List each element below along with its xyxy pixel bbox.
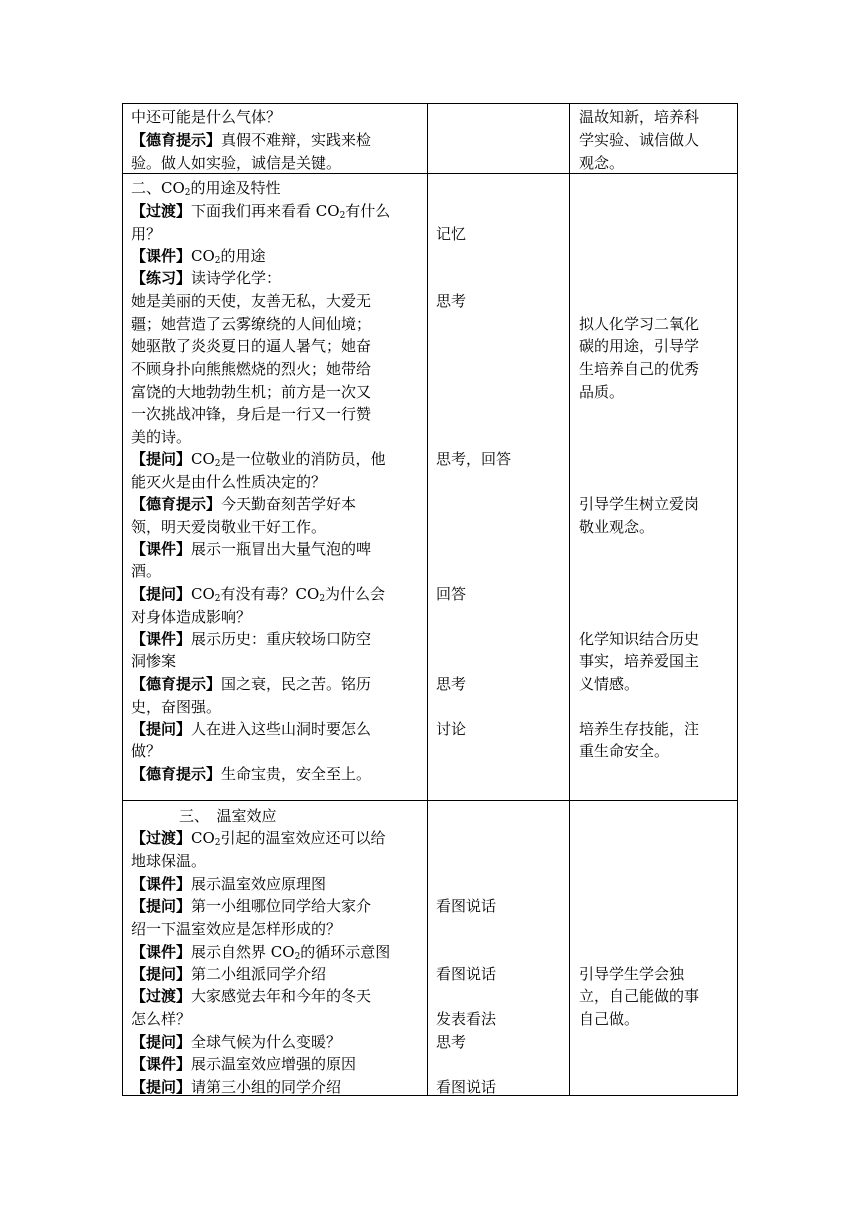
bold-tag: 【课件】 — [131, 247, 192, 265]
line-text: 美的诗。 — [131, 428, 192, 446]
line-text: 今天勤奋刻苦学好本 — [221, 495, 357, 513]
text-line — [436, 718, 466, 740]
line-text: 看图说话 — [436, 1078, 497, 1096]
text-line — [131, 650, 176, 672]
text-line — [131, 448, 386, 470]
text-line — [579, 313, 699, 335]
subscript: 2 — [214, 594, 221, 604]
text-line — [131, 129, 371, 151]
subscript: 2 — [184, 188, 191, 198]
text-line — [131, 985, 371, 1007]
text-line — [131, 152, 341, 174]
line-text: 义情感。 — [579, 675, 640, 693]
text-line — [179, 805, 277, 827]
line-text: 碳的用途，引导学 — [579, 337, 700, 355]
bold-tag: 【德育提示】 — [131, 675, 222, 693]
text-line — [131, 628, 371, 650]
text-line — [131, 1076, 341, 1098]
line-text: 发表看法 — [436, 1010, 497, 1028]
bold-tag: 【课件】 — [131, 1055, 192, 1073]
bold-tag: 【提问】 — [131, 720, 192, 738]
text-line — [579, 129, 699, 151]
bold-tag: 【德育提示】 — [131, 131, 222, 149]
text-line — [131, 918, 341, 940]
line-text: 引导学生学会独 — [579, 965, 685, 983]
text-line — [131, 696, 221, 718]
text-line — [131, 245, 266, 267]
line-text: 她是美丽的天使，友善无私，大爱无 — [131, 292, 372, 310]
text-line — [131, 223, 161, 245]
line-text: 她驱散了炎炎夏日的逼人暑气；她奋 — [131, 337, 372, 355]
bold-tag: 【提问】 — [131, 965, 192, 983]
text-line — [579, 516, 654, 538]
text-line — [436, 1031, 466, 1053]
line-text: 不顾身扑向熊熊燃烧的烈火；她带给 — [131, 360, 372, 378]
bold-tag: 【德育提示】 — [131, 495, 222, 513]
text-line — [131, 381, 371, 403]
line-text: 第一小组哪位同学给大家介 — [191, 897, 372, 915]
text-line — [436, 673, 466, 695]
text-line — [436, 1076, 496, 1098]
text-line — [131, 426, 191, 448]
text-line — [131, 740, 161, 762]
text-line — [131, 516, 326, 538]
line-text: 一次挑战冲锋，身后是一行又一行赞 — [131, 405, 372, 423]
line-text: 国之衰，民之苦。铭历 — [221, 675, 372, 693]
line-text: 人在进入这些山洞时要怎么 — [191, 720, 372, 738]
text-line — [579, 152, 624, 174]
subscript: 2 — [214, 256, 221, 266]
line-text: 的循环示意图 — [300, 943, 391, 961]
text-line — [579, 493, 699, 515]
line-text: 全球气候为什么变暖？ — [191, 1033, 342, 1051]
text-line — [579, 718, 699, 740]
line-text: 大家感觉去年和今年的冬天 — [191, 987, 372, 1005]
line-text: 拟人化学习二氧化 — [579, 315, 700, 333]
line-text: 展示温室效应原理图 — [191, 875, 327, 893]
line-text: 思考 — [436, 292, 467, 310]
line-text: 重生命安全。 — [579, 742, 670, 760]
text-line — [436, 1008, 496, 1030]
text-line — [131, 267, 281, 289]
line-text: 中还可能是什么气体？ — [131, 108, 282, 126]
line-text: 绍一下温室效应是怎样形成的？ — [131, 920, 342, 938]
line-text: 酒。 — [131, 562, 162, 580]
line-text: 怎么样？ — [131, 1010, 192, 1028]
line-text: 观念。 — [579, 154, 625, 172]
line-text: 是一位敬业的消防员，他 — [220, 450, 386, 468]
bold-tag: 【提问】 — [131, 585, 192, 603]
line-text: 用？ — [131, 225, 162, 243]
text-line — [131, 313, 371, 335]
line-text: 下面我们再来看看 CO — [191, 202, 340, 220]
line-text: 思考 — [436, 675, 467, 693]
line-text: 事实，培养爱国主 — [579, 652, 700, 670]
line-text: 展示自然界 CO — [191, 943, 295, 961]
line-text: 思考 — [436, 1033, 467, 1051]
line-text: 展示温室效应增强的原因 — [191, 1055, 357, 1073]
column-divider — [427, 104, 428, 1095]
line-text: 展示一瓶冒出大量气泡的啤 — [191, 540, 372, 558]
text-line — [131, 763, 371, 785]
text-line — [579, 963, 684, 985]
text-line — [436, 895, 496, 917]
text-line — [131, 1008, 191, 1030]
text-line — [131, 200, 390, 222]
line-text: 读诗学化学： — [191, 269, 282, 287]
text-line — [131, 606, 251, 628]
line-text: CO — [191, 450, 215, 468]
text-line — [579, 740, 669, 762]
text-line — [131, 873, 326, 895]
bold-tag: 【课件】 — [131, 875, 192, 893]
text-line — [131, 493, 356, 515]
lesson-plan-table — [122, 103, 738, 1096]
text-line — [131, 290, 371, 312]
line-text: 洞惨案 — [131, 652, 177, 670]
text-line — [131, 538, 371, 560]
line-text: 第二小组派同学介绍 — [191, 965, 327, 983]
line-text: 对身体造成影响？ — [131, 608, 252, 626]
line-text: 学实验、诚信做人 — [579, 131, 700, 149]
line-text: 回答 — [436, 585, 467, 603]
line-text: 的用途及特性 — [190, 179, 281, 197]
subscript: 2 — [214, 459, 221, 469]
text-line — [131, 335, 371, 357]
bold-tag: 【提问】 — [131, 1078, 192, 1096]
line-text: 品质。 — [579, 383, 625, 401]
line-text: 二、CO — [131, 179, 185, 197]
column-divider — [569, 104, 570, 1095]
text-line — [579, 106, 699, 128]
text-line — [436, 583, 466, 605]
line-text: 化学知识结合历史 — [579, 630, 700, 648]
line-text: 思考，回答 — [436, 450, 512, 468]
bold-tag: 【提问】 — [131, 897, 192, 915]
line-text: 温故知新，培养科 — [579, 108, 700, 126]
text-line — [131, 895, 371, 917]
text-line — [131, 850, 206, 872]
text-line — [131, 177, 281, 199]
line-text: 引导学生树立爱岗 — [579, 495, 700, 513]
subscript: 2 — [339, 211, 346, 221]
line-text: 自己做。 — [579, 1010, 640, 1028]
line-text: 史，奋图强。 — [131, 698, 222, 716]
bold-tag: 【提问】 — [131, 450, 192, 468]
text-line — [131, 1031, 341, 1053]
line-text: 领，明天爱岗敬业干好工作。 — [131, 518, 327, 536]
text-line — [131, 106, 281, 128]
text-line — [131, 827, 386, 849]
line-text: 富饶的大地勃勃生机；前方是一次又 — [131, 383, 372, 401]
line-text: 真假不难辩，实践来检 — [221, 131, 372, 149]
line-text: 做？ — [131, 742, 162, 760]
text-line — [436, 963, 496, 985]
line-text: 能灭火是由什么性质决定的？ — [131, 473, 327, 491]
line-text: 敬业观念。 — [579, 518, 655, 536]
text-line — [131, 583, 385, 605]
subscript: 2 — [294, 952, 301, 962]
line-text: 立，自己能做的事 — [579, 987, 700, 1005]
text-line — [131, 358, 371, 380]
text-line — [131, 560, 161, 582]
text-line — [436, 448, 511, 470]
line-text: 生培养自己的优秀 — [579, 360, 700, 378]
text-line — [131, 941, 390, 963]
line-text: 三、 温室效应 — [179, 807, 277, 825]
bold-tag: 【课件】 — [131, 943, 192, 961]
text-line — [131, 673, 371, 695]
line-text: 记忆 — [436, 225, 467, 243]
line-text: 看图说话 — [436, 965, 497, 983]
line-text: 有什么 — [345, 202, 391, 220]
line-text: CO — [191, 585, 215, 603]
bold-tag: 【过渡】 — [131, 987, 192, 1005]
text-line — [131, 403, 371, 425]
line-text: 地球保温。 — [131, 852, 207, 870]
line-text: 有没有毒？CO — [220, 585, 320, 603]
line-text: 为什么会 — [325, 585, 386, 603]
text-line — [579, 1008, 639, 1030]
text-line — [131, 963, 326, 985]
text-line — [131, 1053, 356, 1075]
text-line — [579, 358, 699, 380]
text-line — [579, 985, 699, 1007]
bold-tag: 【过渡】 — [131, 829, 192, 847]
bold-tag: 【课件】 — [131, 540, 192, 558]
subscript: 2 — [319, 594, 326, 604]
line-text: 培养生存技能，注 — [579, 720, 700, 738]
text-line — [131, 718, 371, 740]
bold-tag: 【提问】 — [131, 1033, 192, 1051]
line-text: 讨论 — [436, 720, 467, 738]
text-line — [579, 335, 699, 357]
text-line — [436, 290, 466, 312]
text-line — [579, 673, 639, 695]
line-text: 请第三小组的同学介绍 — [191, 1078, 342, 1096]
line-text: CO — [191, 829, 215, 847]
line-text: 验。做人如实验，诚信是关键。 — [131, 154, 342, 172]
bold-tag: 【德育提示】 — [131, 765, 222, 783]
line-text: 看图说话 — [436, 897, 497, 915]
line-text: 引起的温室效应还可以给 — [220, 829, 386, 847]
text-line — [131, 471, 326, 493]
row-divider — [123, 800, 737, 801]
bold-tag: 【过渡】 — [131, 202, 192, 220]
text-line — [579, 628, 699, 650]
line-text: 展示历史：重庆较场口防空 — [191, 630, 372, 648]
line-text: 生命宝贵，安全至上。 — [221, 765, 372, 783]
line-text: 的用途 — [220, 247, 266, 265]
line-text: CO — [191, 247, 215, 265]
text-line — [579, 650, 699, 672]
subscript: 2 — [214, 838, 221, 848]
text-line — [579, 381, 624, 403]
bold-tag: 【练习】 — [131, 269, 192, 287]
text-line — [436, 223, 466, 245]
bold-tag: 【课件】 — [131, 630, 192, 648]
line-text: 疆；她营造了云雾缭绕的人间仙境； — [131, 315, 372, 333]
